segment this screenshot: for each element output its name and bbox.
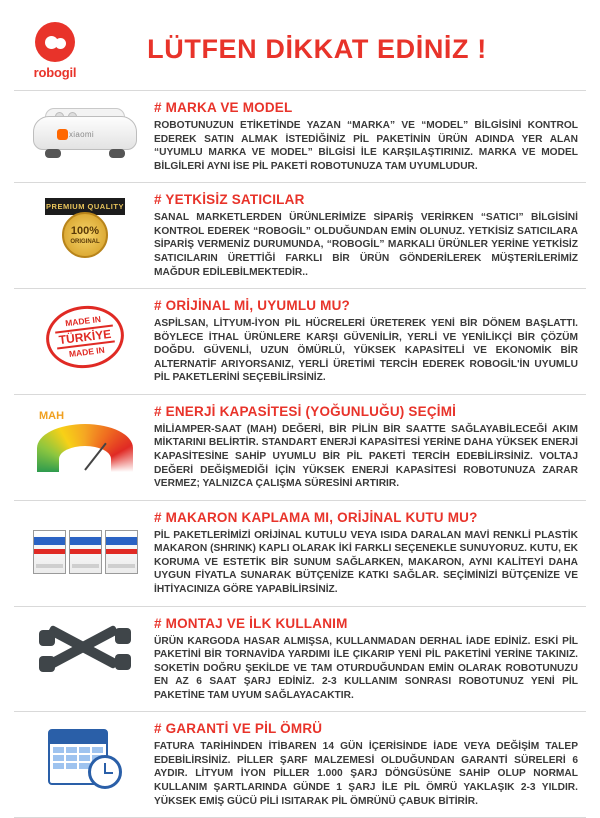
calendar-clock-icon	[48, 725, 122, 789]
section-text-cell	[154, 404, 584, 491]
page-title: LÜTFEN DİKKAT EDİNİZ !	[147, 33, 487, 64]
mah-gauge-icon	[31, 408, 139, 470]
section-text-cell	[154, 298, 584, 385]
section-body: ROBOTUNUZUN ETİKETİNDE YAZAN “MARKA” VE “MODEL” BİLGİSİNİ KONTROL EDEREK SATIN ALMAK İSTEDİĞİNİZ PİL PAKETİNİN ÜRÜN ADINDA YER ALAN “UYUMLU MARKA VE MODEL” BİLGİSİ İLE KARŞILAŞTIRINIZ. MARKA VE MODEL BİLGİLERİ AYNI İSE PİL PAKETİ ROBOTUNUZA TAM UYUMLUDUR.	[154, 120, 578, 172]
robot-vacuum-icon: xiaomi	[29, 104, 141, 160]
section-body: PİL PAKETLERİMİZİ ORİJİNAL KUTULU VEYA ISIDA DARALAN MAVİ RENKLİ PLASTİK MAKARON (SHRINK) KAPLI OLARAK İKİ FARKLI SEÇENEKLE SUNUYORUZ. KUTU, EK KORUMA VE ESTETİK BİR SUNUM SAĞLARKEN, MAKARON, AYNI KALİTEYİ DAHA UYGUN FİYATLA SUNARAK BÜTÇENİZE KATKI SAĞLAR. SEÇİMİNİZİ BÜTÇENİZE VE İHTİYACINIZA GÖRE YAPABİLİRSİNİZ.	[154, 529, 578, 595]
seal-original-label: ORIGINAL	[70, 238, 100, 245]
section-title: # ORİJİNAL Mİ, UYUMLU MU?	[154, 298, 351, 314]
section-row	[14, 394, 586, 500]
section-title: # MARKA VE MODEL	[154, 100, 293, 115]
made-in-turkiye-icon	[39, 302, 131, 372]
section-icon-cell	[16, 298, 154, 372]
section-text-cell	[154, 721, 584, 808]
section-body: ASPİLSAN, LİTYUM-İYON PİL HÜCRELERİ ÜRETEREK YENİ BİR DÖNEM BAŞLATTI. BÖYLECE İTHAL ÜRÜNLERE KARŞI GÜVENİLİR, YERLİ VE YENİLİKÇİ BİR ÇÖZÜM DOĞDU. GÜVENLİ, UZUN ÖMÜRLÜ, YÜKSEK KAPASİTELİ VE EKONOMİK BİR ALTERNATİF ARIYORSANIZ, YERLİ ÜRETİMİ TERCİH EDEREK ROBOGİL'İN UYUMLU PİL PAKETLERİNİ SEÇEBİLİRSİNİZ.	[154, 318, 578, 384]
section-body: FATURA TARİHİNDEN İTİBAREN 14 GÜN İÇERİSİNDE İADE VEYA DEĞİŞİM TALEP EDEBİLİRSİNİZ. PİLLER ŞARF MALZEMESİ OLDUĞUNDAN GARANTİ SÜRELERİ 6 AYDIR. LİTYUM İYON PİLLER 1.000 ŞARJ DÖNGÜSÜNE SAHİP OLUP NORMAL KULLANIM ŞARTLARINDA GÜNDE 1 ŞARJ İLE PİL ÖMRÜ YAKLAŞIK 2-3 YILDIR. YÜKSEK EMİŞ GÜCÜ PİLİ ISITARAK PİL ÖMRÜNÜ ÇABUK BİTİRİR.	[154, 741, 578, 807]
brand-name: robogil	[33, 65, 77, 80]
section-body: ÜRÜN KARGODA HASAR ALMIŞSA, KULLANMADAN DERHAL İADE EDİNİZ. ESKİ PİL PAKETİNİ BİR TORNAVİDA YARDIMI İLE ÇIKARIP YENİ PİL PAKETİNİ YERİNE TAKINIZ. SOKETİN DOĞRU ŞEKİLDE VE TAM OTURDUĞUNDAN EMİN OLARAK ROBOTUNUZU EN AZ 6 SAAT ŞARJ EDİNİZ. 2-3 KULLANIM SONRASI ROBOTUNUZ YENİ PİL PAKETİNE TAM UYUM SAĞLAYACAKTIR.	[154, 635, 578, 701]
product-boxes-icon	[26, 514, 144, 574]
section-title: # GARANTİ VE PİL ÖMRÜ	[154, 721, 323, 737]
section-body: MİLİAMPER-SAAT (MAH) DEĞERİ, BİR PİLİN BİR SAATTE SAĞLAYABİLECEĞİ AKIM MİKTARINI BELİRTİR. STANDART ENERJİ KAPASİTESİ YERİNE DAHA YÜKSEK ENERJİ KAPASİTESİNE SAHİP UYUMLU BİR PİL PAKETİ TERCİH EDEBİLİRSİNİZ. VOLTAJ DEĞERİ DEĞİŞMEDİĞİ İÇİN YÜKSEK ENERJİ KAPASİTESİ ROBOTUNUZA ZARAR VERMEZ; YALNIZCA ÇALIŞMA SÜRESİNİ ARTIRIR.	[154, 423, 578, 490]
gauge-label: MAH	[39, 409, 65, 422]
made-in-top-label: MADE IN	[64, 313, 102, 329]
seal-ribbon-label: PREMIUM QUALITY	[45, 198, 125, 215]
seal-percent-label: 100%	[70, 224, 100, 237]
section-row	[14, 288, 586, 394]
section-row	[14, 606, 586, 712]
section-text-cell	[154, 616, 584, 703]
section-title: # MAKARON KAPLAMA MI, ORİJİNAL KUTU MU?	[154, 509, 478, 525]
section-icon-cell	[16, 100, 154, 160]
section-title: # ENERJİ KAPASİTESİ (YOĞUNLUĞU) SEÇİMİ	[154, 403, 457, 419]
made-in-country-label: TÜRKİYE	[55, 324, 116, 350]
section-body: SANAL MARKETLERDEN ÜRÜNLERİMİZE SİPARİŞ VERİRKEN “SATICI” BİLGİSİNİ KONTROL EDEREK “ROBOGİL” OLDUĞUNDAN EMİN OLUNUZ. YETKİSİZ SATICILARA SİPARİŞ VERMENİZ DURUMUNDA, “ROBOGİL” MARKALI ÜRÜNLER YERİNE YETKİSİZ SATICILARIN ÜRETTİĞİ FARKLI BİR ÜRÜN GÖNDERİLEREK MÜŞTERİLERİMİZ MAĞDUR EDİLEBİLMEKTEDİR..	[154, 212, 578, 278]
premium-quality-seal-icon	[42, 196, 128, 262]
section-icon-cell	[16, 192, 154, 262]
section-title: # MONTAJ VE İLK KULLANIM	[154, 615, 348, 631]
made-in-bottom-label: MADE IN	[68, 345, 106, 360]
section-icon-cell	[16, 404, 154, 470]
brand-logo	[18, 18, 92, 80]
section-icon-cell	[16, 510, 154, 574]
section-title: # YETKİSİZ SATICILAR	[154, 192, 305, 208]
section-icon-cell	[16, 721, 154, 789]
wrench-tools-icon	[35, 620, 135, 680]
section-text-cell	[154, 100, 584, 173]
section-icon-cell	[16, 616, 154, 680]
section-text-cell	[154, 510, 584, 597]
section-row	[14, 500, 586, 606]
section-row	[14, 90, 586, 182]
page-header	[14, 18, 586, 90]
section-row	[14, 711, 586, 818]
section-text-cell	[154, 192, 584, 279]
section-row	[14, 182, 586, 288]
robogil-logo-icon	[35, 22, 75, 62]
